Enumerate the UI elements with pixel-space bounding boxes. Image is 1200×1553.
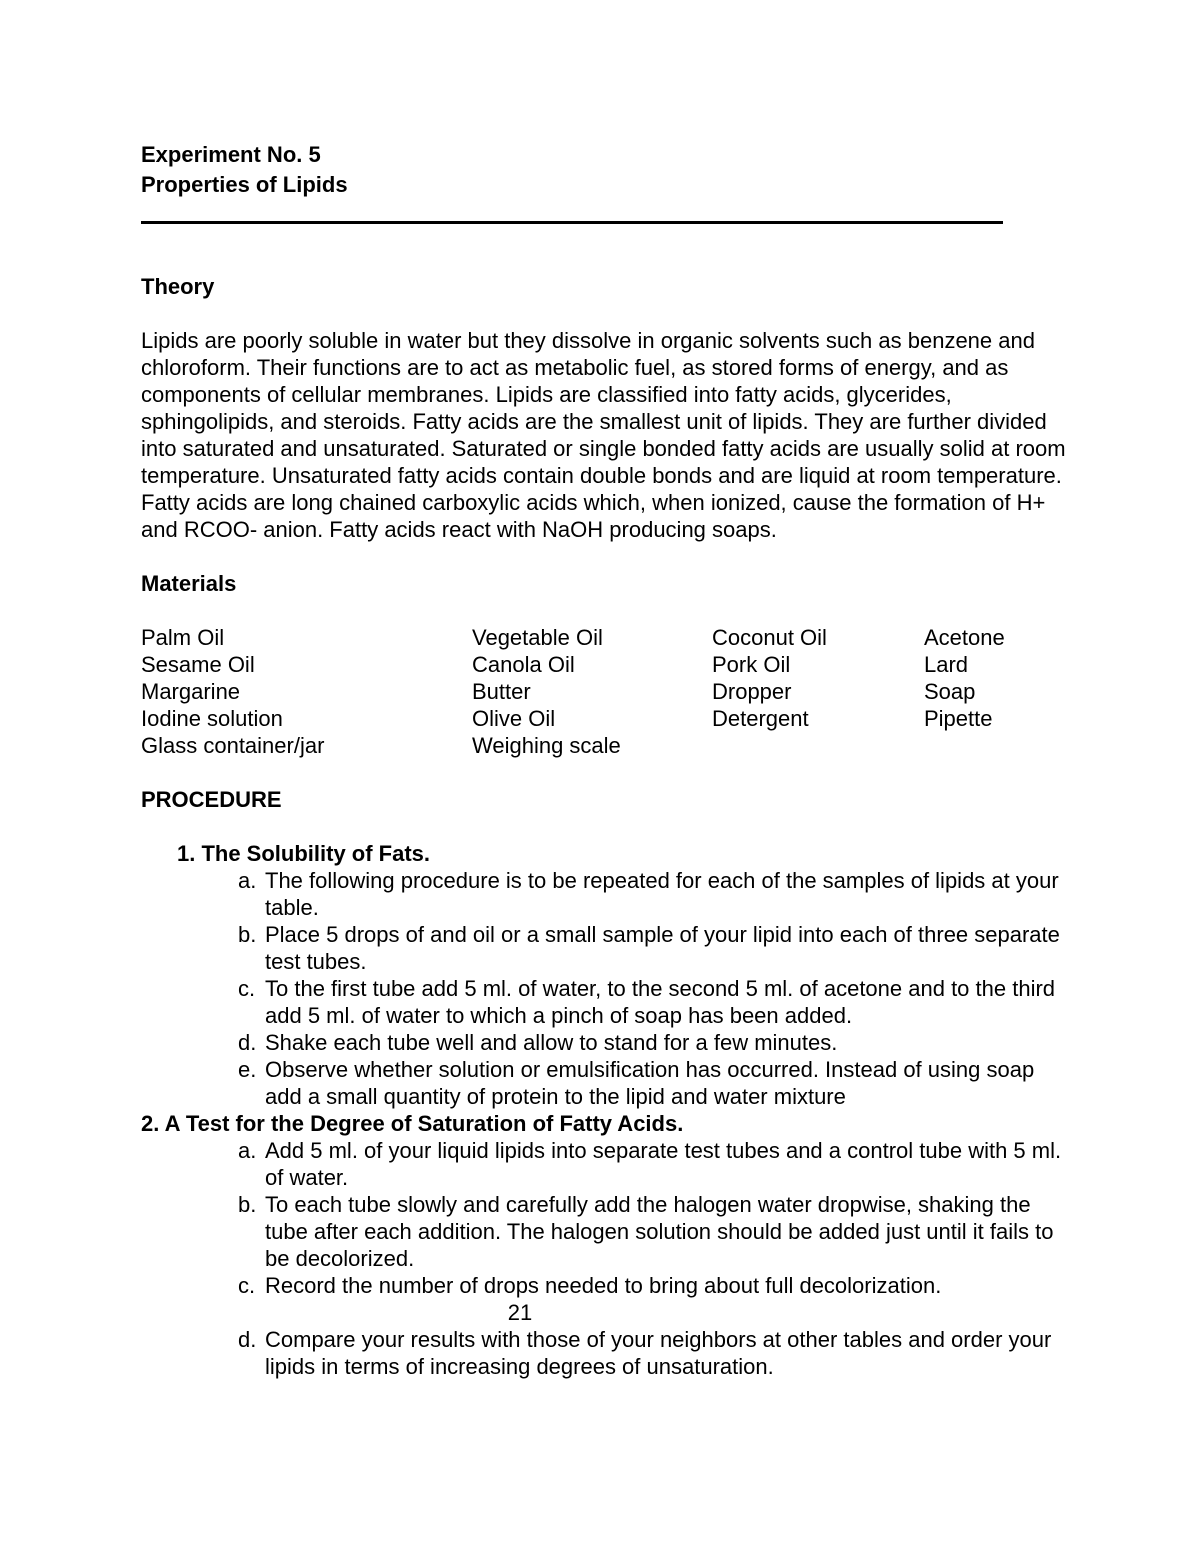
step-text: Place 5 drops of and oil or a small sample of your lipid into each of three separate test tubes. bbox=[265, 922, 1060, 974]
step-letter: b. bbox=[238, 922, 257, 947]
title-divider bbox=[141, 221, 1003, 224]
step-text: To each tube slowly and carefully add the halogen water dropwise, shaking the tube after each addition. The halogen solution should be added just until it fails to be decolorized. bbox=[265, 1192, 1054, 1271]
material-item bbox=[712, 732, 924, 759]
materials-list bbox=[141, 624, 1081, 759]
page-number: 21 bbox=[507, 1300, 533, 1325]
material-item: Lard bbox=[924, 652, 969, 677]
material-item: Soap bbox=[924, 679, 976, 704]
material-item: Olive Oil bbox=[472, 706, 556, 731]
step-text: Add 5 ml. of your liquid lipids into separate test tubes and a control tube with 5 ml. of water. bbox=[265, 1138, 1062, 1190]
step-letter: c. bbox=[238, 1273, 256, 1298]
procedure-step bbox=[141, 1029, 1065, 1056]
procedure-step bbox=[141, 1326, 1065, 1380]
procedure-section-title: 1. The Solubility of Fats. bbox=[177, 841, 431, 866]
procedure-step bbox=[141, 1191, 1065, 1272]
material-item: Margarine bbox=[141, 679, 241, 704]
step-letter: d. bbox=[238, 1327, 257, 1352]
procedure-list bbox=[141, 840, 1081, 1380]
procedure-step bbox=[141, 921, 1065, 975]
step-text: The following procedure is to be repeated for each of the samples of lipids at your table. bbox=[265, 868, 1059, 920]
experiment-number: Experiment No. 5 bbox=[141, 142, 321, 167]
material-item: Butter bbox=[472, 679, 531, 704]
document-page bbox=[141, 140, 1081, 1380]
material-item: Palm Oil bbox=[141, 625, 225, 650]
procedure-step bbox=[141, 1137, 1065, 1191]
material-item bbox=[924, 732, 1104, 759]
procedure-step bbox=[141, 1056, 1065, 1110]
procedure-heading: PROCEDURE bbox=[141, 787, 282, 812]
materials-heading: Materials bbox=[141, 571, 237, 596]
material-item: Canola Oil bbox=[472, 652, 575, 677]
material-item: Detergent bbox=[712, 706, 809, 731]
step-letter: b. bbox=[238, 1192, 257, 1217]
procedure-step bbox=[141, 1272, 1065, 1299]
material-item: Iodine solution bbox=[141, 706, 283, 731]
material-item: Pork Oil bbox=[712, 652, 791, 677]
theory-heading: Theory bbox=[141, 274, 215, 299]
material-item: Weighing scale bbox=[472, 733, 621, 758]
material-item: Vegetable Oil bbox=[472, 625, 603, 650]
step-text: Observe whether solution or emulsification has occurred. Instead of using soap add a small quantity of protein to the lipid and water mixture bbox=[265, 1057, 1035, 1109]
theory-paragraph: Lipids are poorly soluble in water but they dissolve in organic solvents such as benzene and chloroform. Their functions are to act as metabolic fuel, as stored forms of energy, and as components of cellular membranes. Lipids are classified into fatty acids, glycerides, sphingolipids, and steroids. Fatty acids are the smallest unit of lipids. They are further divided into saturated and unsaturated. Saturated or single bonded fatty acids are usually solid at room temperature. Unsaturated fatty acids contain double bonds and are liquid at room temperature. Fatty acids are long chained carboxylic acids which, when ionized, cause the formation of H+ and RCOO- anion. Fatty acids react with NaOH producing soaps. bbox=[141, 328, 1066, 542]
material-item: Acetone bbox=[924, 625, 1005, 650]
document-title: Properties of Lipids bbox=[141, 172, 348, 197]
step-letter: e. bbox=[238, 1057, 257, 1082]
material-item: Glass container/jar bbox=[141, 733, 325, 758]
step-text: To the first tube add 5 ml. of water, to the second 5 ml. of acetone and to the third add 5 ml. of water to which a pinch of soap has been added. bbox=[265, 976, 1056, 1028]
step-letter: a. bbox=[238, 868, 257, 893]
step-text: Record the number of drops needed to bring about full decolorization. bbox=[265, 1273, 942, 1298]
material-item: Pipette bbox=[924, 706, 993, 731]
procedure-section-title: 2. A Test for the Degree of Saturation of Fatty Acids. bbox=[141, 1111, 684, 1136]
material-item: Sesame Oil bbox=[141, 652, 255, 677]
step-text: Shake each tube well and allow to stand for a few minutes. bbox=[265, 1030, 838, 1055]
step-letter: a. bbox=[238, 1138, 257, 1163]
procedure-step bbox=[141, 867, 1065, 921]
procedure-step bbox=[141, 975, 1065, 1029]
material-item: Dropper bbox=[712, 679, 792, 704]
step-letter: d. bbox=[238, 1030, 257, 1055]
step-text: Compare your results with those of your neighbors at other tables and order your lipids in terms of increasing degrees of unsaturation. bbox=[265, 1327, 1052, 1379]
step-letter: c. bbox=[238, 976, 256, 1001]
material-item: Coconut Oil bbox=[712, 625, 827, 650]
